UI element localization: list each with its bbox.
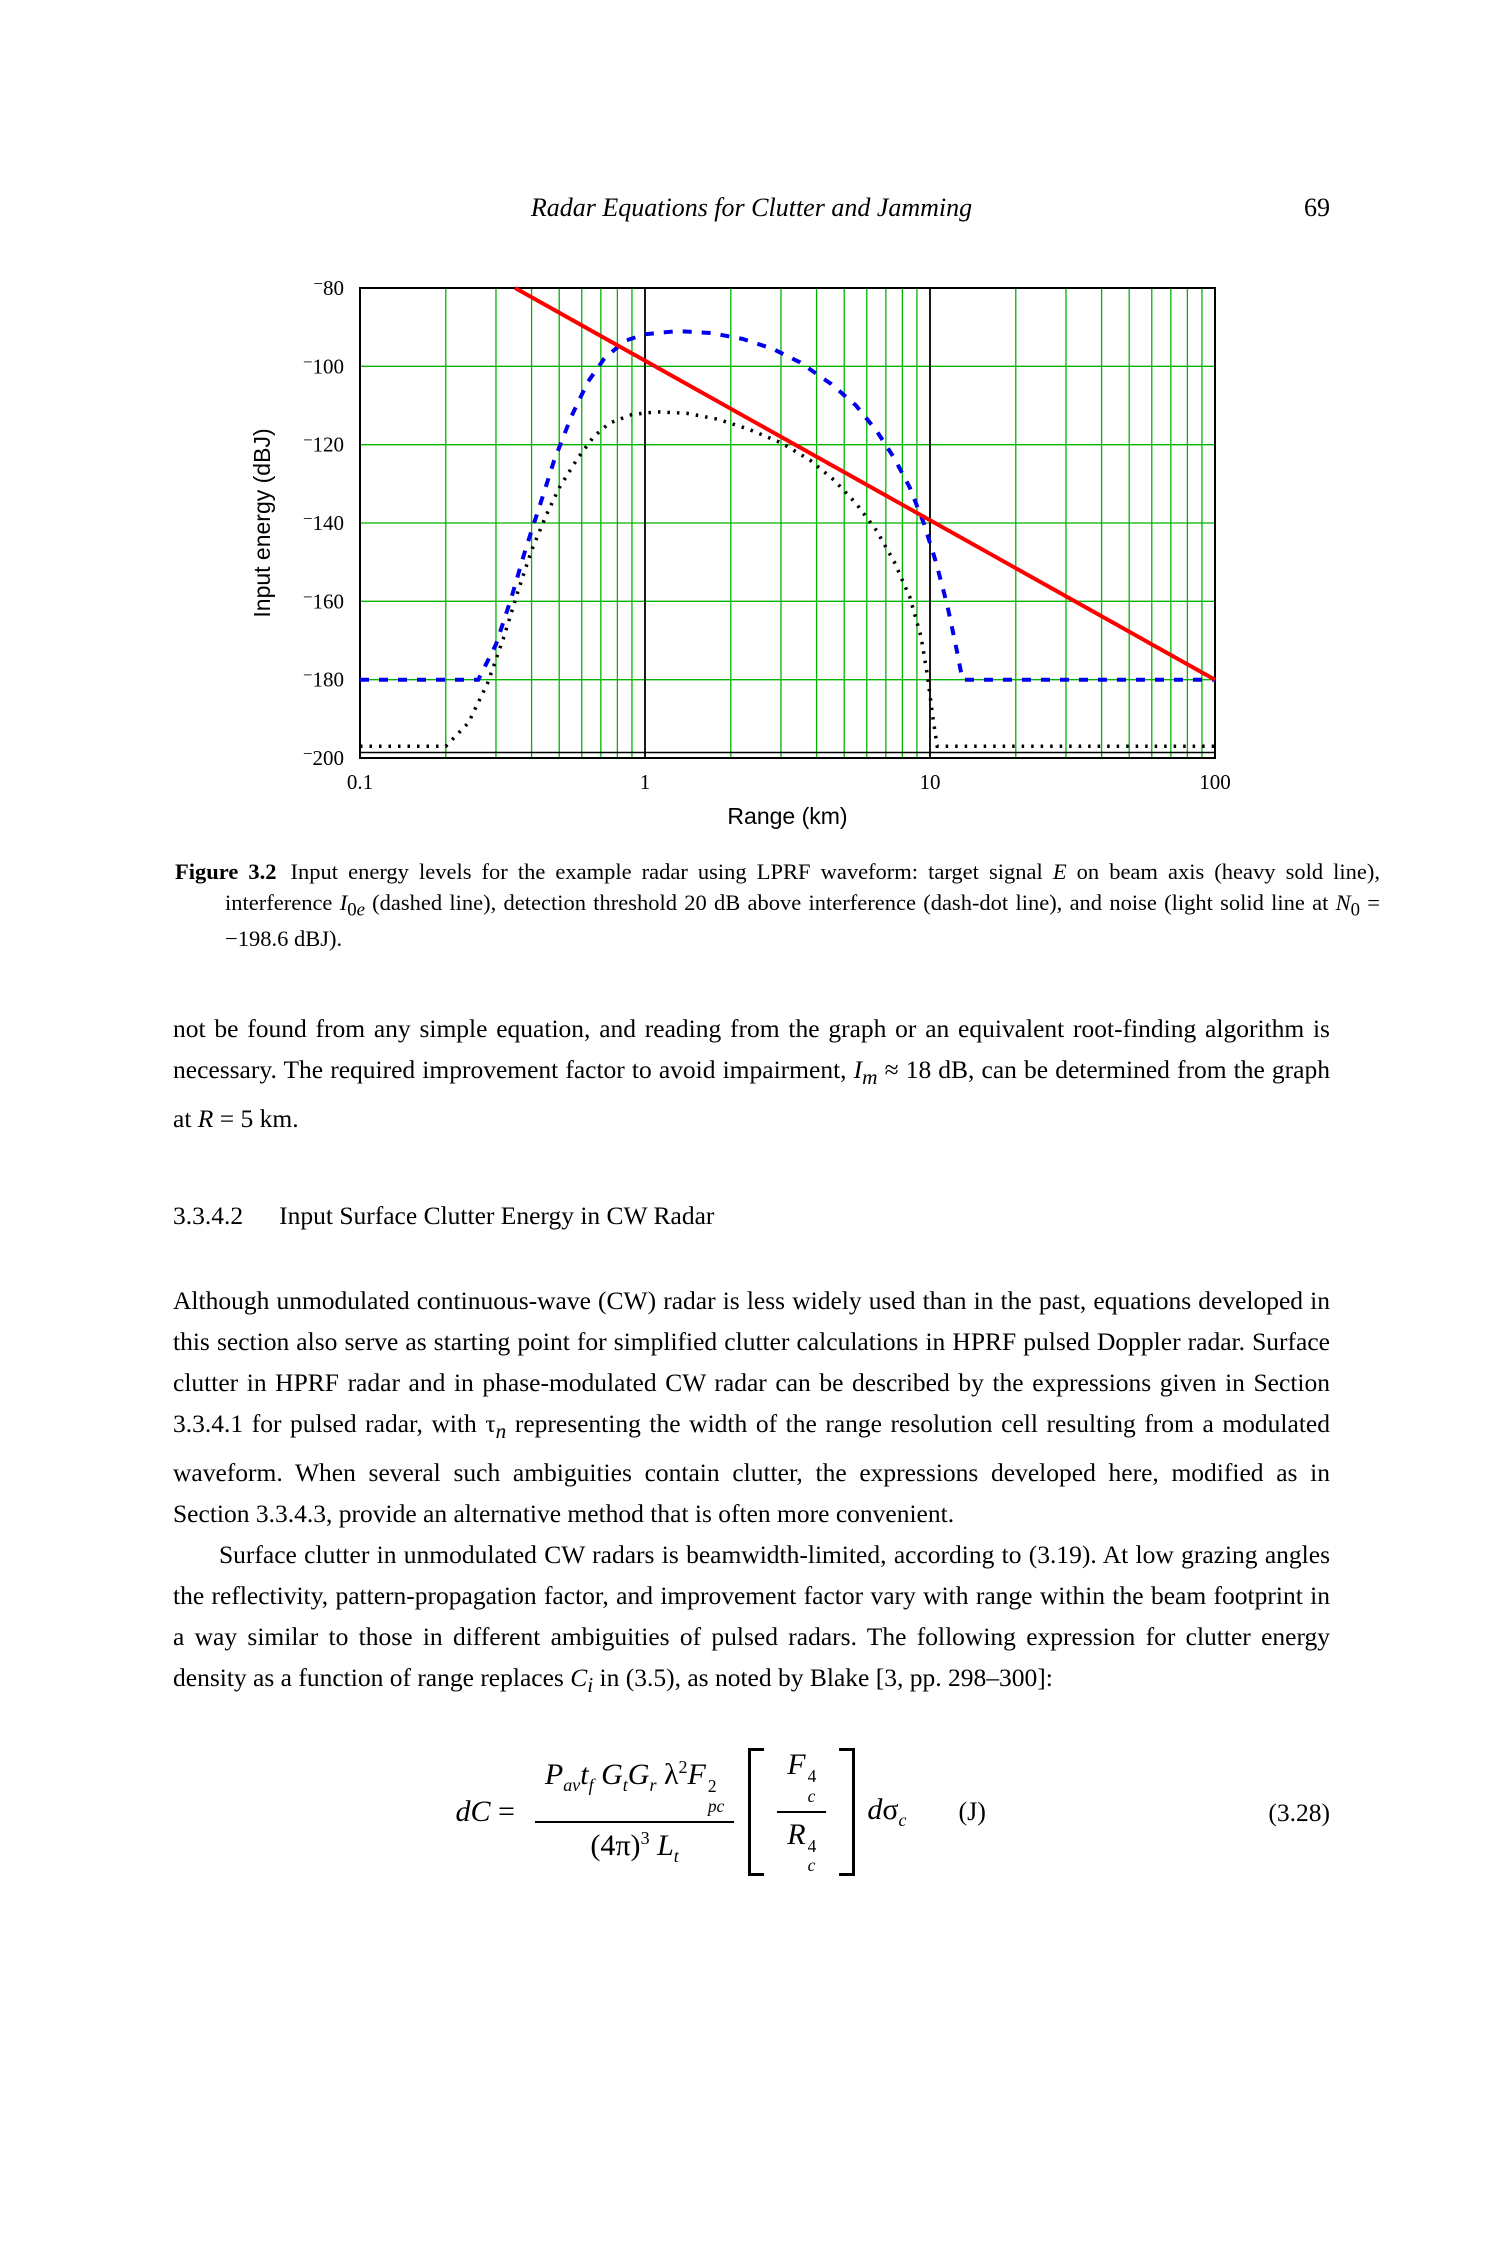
equation-lhs: dC =: [455, 1794, 515, 1828]
equation-number: (3.28): [1268, 1797, 1331, 1827]
equation-main-fraction: [535, 1757, 734, 1866]
equation-3-28: [455, 1748, 985, 1876]
svg-text:−100: −100: [302, 352, 344, 379]
paragraph-2: Although unmodulated continuous-wave (CW) radar is less widely used than in the past, equations developed in this section also serve as starting point for simplified clutter calculations in HPRF pulsed Doppler radar. Surface clutter in HPRF radar and in phase-modulated CW radar can be described by the expressions given in Section 3.3.4.1 for pulsed radar, with $\tau_n$ representing the width of the range resolution cell resulting from a modulated waveform. When several such ambiguities contain clutter, the expressions developed here, modified as in Section 3.3.4.3, provide an alternative method that is often more convenient.: [173, 1286, 1330, 1529]
figure-caption-label: Figure 3.2: [175, 859, 277, 884]
y-axis-label: Input energy (dBJ): [249, 428, 275, 618]
equation-row: [173, 1748, 1330, 1876]
x-axis-label: Range (km): [727, 803, 848, 829]
figure-caption-text: Input energy levels for the example radar using LPRF waveform: target signal E on beam axis (heavy sold line), interference $I_{0e}$ (dashed line), detection threshold 20 dB above interference (dash-dot line), and noise (light solid line at $N_0 = -198.6$ dBJ).: [225, 859, 1381, 952]
bracket-denominator: R 4 c: [787, 1818, 817, 1876]
svg-text:100: 100: [1199, 770, 1231, 794]
section-number: 3.3.4.2: [173, 1201, 244, 1231]
page-number: 69: [1304, 193, 1330, 222]
svg-text:−180: −180: [302, 665, 344, 692]
svg-text:−120: −120: [302, 430, 344, 457]
input-energy-chart: [0, 255, 1500, 845]
left-bracket-icon: [748, 1748, 764, 1876]
svg-text:−200: −200: [302, 744, 344, 770]
figure-caption: [175, 856, 1380, 954]
equation-denominator: $(4\pi)^3$ $L_t$: [590, 1828, 679, 1867]
svg-text:1: 1: [639, 770, 651, 794]
svg-text:−140: −140: [302, 509, 344, 535]
svg-text:−160: −160: [302, 587, 344, 614]
bracket-numerator: F 4 c: [777, 1748, 826, 1813]
body-text: [173, 1008, 1330, 1876]
paragraph-1: not be found from any simple equation, and reading from the graph or an equivalent root-finding algorithm is necessary. The required improvement factor to avoid impairment, $I_m \approx 18$ dB, can be determined from the graph at R = 5 km.: [173, 1014, 1330, 1134]
paragraph-3: Surface clutter in unmodulated CW radars is beamwidth-limited, according to (3.19). At low grazing angles the reflectivity, pattern-propagation factor, and improvement factor vary with range within the beam footprint in a way similar to those in different ambiguities of pulsed radars. The following expression for clutter energy density as a function of range replaces $C_i$ in (3.5), as noted by Blake [3, pp. 298–300]:: [173, 1540, 1330, 1698]
equation-rhs: $d\sigma_c$: [867, 1793, 907, 1831]
section-title: Input Surface Clutter Energy in CW Radar: [279, 1201, 715, 1231]
equation-numerator: $P_{av}t_f$ $G_tG_r$ $\lambda^2F$ 2 pc: [535, 1757, 734, 1823]
svg-text:−80: −80: [313, 274, 344, 300]
svg-text:0.1: 0.1: [346, 770, 374, 794]
svg-text:10: 10: [919, 770, 941, 794]
equation-bracket-term: [748, 1748, 855, 1876]
equation-unit: (J): [958, 1797, 986, 1827]
running-head: Radar Equations for Clutter and Jamming: [530, 193, 973, 222]
right-bracket-icon: [839, 1748, 855, 1876]
section-heading: [173, 1195, 1330, 1236]
